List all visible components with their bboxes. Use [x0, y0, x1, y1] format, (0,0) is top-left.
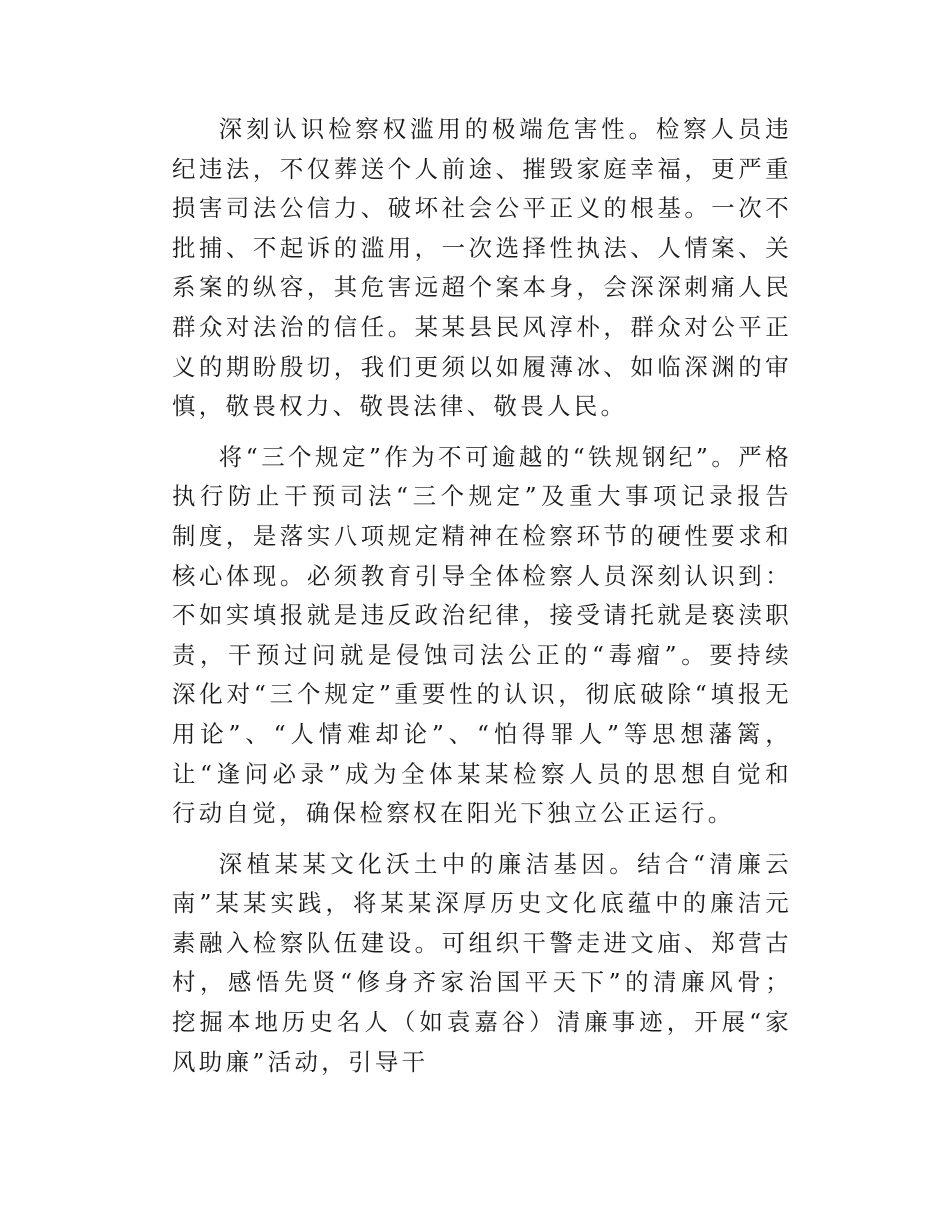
document-body [172, 110, 792, 1093]
paragraph-integrity-culture: 深植某某文化沃土中的廉洁基因。结合“清廉云南”某某实践，将某某深厚历史文化底蕴中的廉洁元素融入检察队伍建设。可组织干警走进文庙、郑营古村，感悟先贤“修身齐家治国平天下”的清廉风骨；挖掘本地历史名人（如袁嘉谷）清廉事迹，开展“家风助廉”活动，引导干 [172, 849, 792, 1076]
paragraph-three-regulations: 将“三个规定”作为不可逾越的“铁规钢纪”。严格执行防止干预司法“三个规定”及重大事项记录报告制度，是落实八项规定精神在检察环节的硬性要求和核心体现。必须教育引导全体检察人员深刻认识到：不如实填报就是违反政治纪律，接受请托就是亵渎职责，干预过问就是侵蚀司法公正的“毒瘤”。要持续深化对“三个规定”重要性的认识，彻底破除“填报无用论”、“人情难却论”、“怕得罪人”等思想藩篱，让“逢问必录”成为全体某某检察人员的思想自觉和行动自觉，确保检察权在阳光下独立公正运行。 [172, 442, 792, 828]
paragraph-abuse-of-power: 深刻认识检察权滥用的极端危害性。检察人员违纪违法，不仅葬送个人前途、摧毁家庭幸福，更严重损害司法公信力、破坏社会公平正义的根基。一次不批捕、不起诉的滥用，一次选择性执法、人情案、关系案的纵容，其危害远超个案本身，会深深刺痛人民群众对法治的信任。某某县民风淳朴，群众对公平正义的期盼殷切，我们更须以如履薄冰、如临深渊的审慎，敬畏权力、敬畏法律、敬畏人民。 [172, 115, 792, 421]
